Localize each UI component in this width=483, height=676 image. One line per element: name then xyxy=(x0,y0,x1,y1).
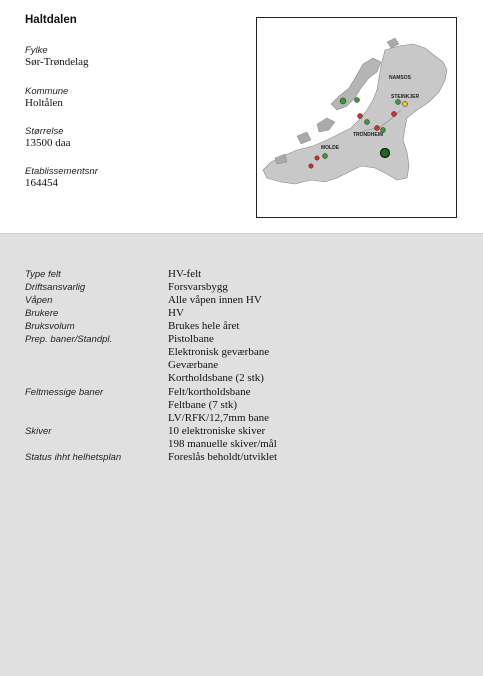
detail-label: Status ihht helhetsplan xyxy=(25,452,122,463)
detail-value: Alle våpen innen HV xyxy=(168,294,262,306)
field-label: Størrelse xyxy=(25,126,64,137)
field-label: Kommune xyxy=(25,86,69,97)
marker-green xyxy=(323,154,328,159)
detail-label: Våpen xyxy=(25,295,53,306)
detail-label: Prep. baner/Standpl. xyxy=(25,334,113,345)
detail-value: Kortholdsbane (2 stk) xyxy=(168,372,264,384)
detail-value: LV/RFK/12,7mm bane xyxy=(168,412,270,424)
field-label: Fylke xyxy=(25,45,48,56)
marker-highlight-haltdalen xyxy=(381,149,390,158)
detail-label: Brukere xyxy=(25,308,59,319)
field-storrelse xyxy=(25,126,71,149)
field-etablissementsnr xyxy=(25,166,98,189)
detail-label: Type felt xyxy=(25,269,61,280)
map-svg xyxy=(257,18,456,217)
marker-red xyxy=(309,164,313,168)
marker-green xyxy=(365,120,370,125)
detail-value: Pistolbane xyxy=(168,333,214,345)
detail-value: 10 elektroniske skiver xyxy=(168,425,266,437)
detail-label: Driftsansvarlig xyxy=(25,282,86,293)
marker-green xyxy=(355,98,360,103)
field-kommune xyxy=(25,86,68,109)
map-label-steinkjer: STEINKJER xyxy=(391,94,420,100)
marker-red xyxy=(315,156,319,160)
marker-green xyxy=(396,100,401,105)
marker-red xyxy=(392,112,397,117)
marker-red xyxy=(375,126,380,131)
detail-value: HV xyxy=(168,307,184,319)
field-label: Etablissementsnr xyxy=(25,166,98,177)
detail-value: Elektronisk geværbane xyxy=(168,346,270,358)
field-value: Sør-Trøndelag xyxy=(25,56,89,68)
field-value: Holtålen xyxy=(25,97,63,109)
header-panel xyxy=(0,0,483,234)
detail-label: Feltmessige baner xyxy=(25,387,104,398)
map-label-molde: MOLDE xyxy=(321,145,340,151)
marker-yellow xyxy=(403,102,408,107)
detail-value: Forsvarsbygg xyxy=(168,281,228,293)
detail-value: Felt/kortholdsbane xyxy=(168,386,251,398)
field-value: 13500 daa xyxy=(25,137,71,149)
detail-value: Feltbane (7 stk) xyxy=(168,399,238,411)
marker-red xyxy=(358,114,363,119)
field-fylke xyxy=(25,45,89,68)
field-value: 164454 xyxy=(25,177,58,189)
detail-value: HV-felt xyxy=(168,268,202,280)
map-label-trondheim: TRONDHEIM xyxy=(353,132,384,138)
detail-value: Geværbane xyxy=(168,359,219,371)
detail-value: 198 manuelle skiver/mål xyxy=(168,438,277,450)
marker-green xyxy=(381,128,386,133)
location-map xyxy=(256,17,457,218)
detail-label: Bruksvolum xyxy=(25,321,75,332)
marker-green xyxy=(340,98,346,104)
region-land xyxy=(263,44,447,184)
detail-value: Brukes hele året xyxy=(168,320,240,332)
detail-value: Foreslås beholdt/utviklet xyxy=(168,451,278,463)
map-label-namsos: NAMSOS xyxy=(389,75,411,81)
details-panel xyxy=(0,234,483,676)
detail-label: Skiver xyxy=(25,426,52,437)
page-title: Haltdalen xyxy=(25,14,77,26)
